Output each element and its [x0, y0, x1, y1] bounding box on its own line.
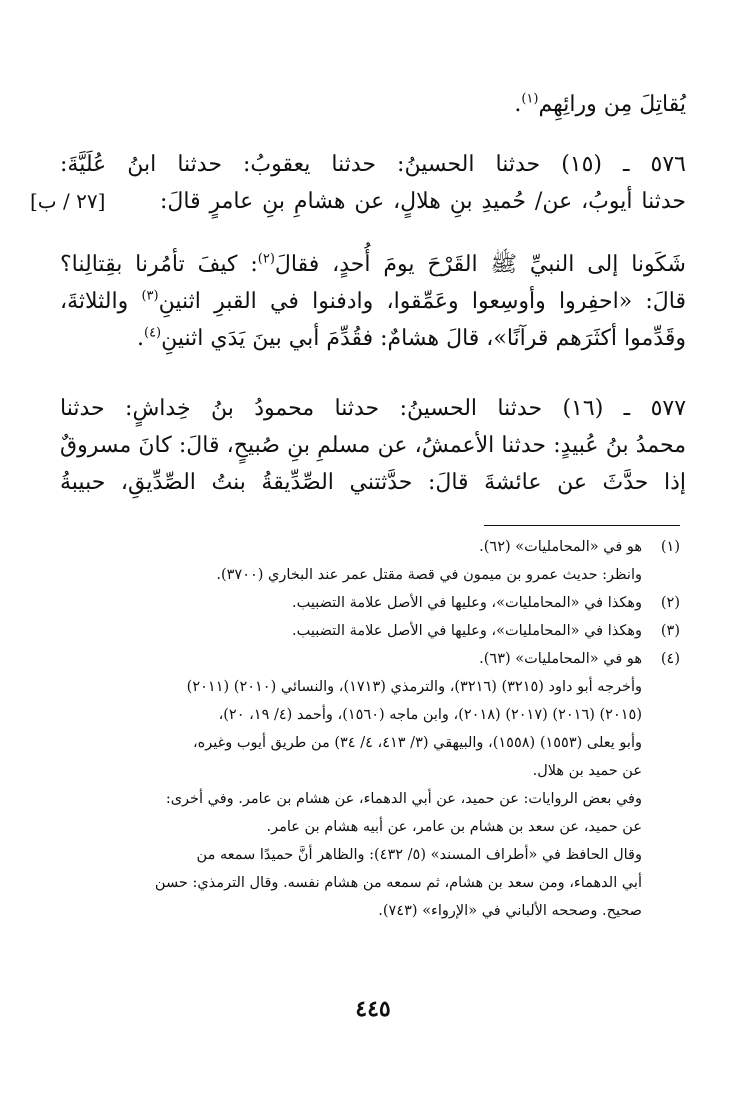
matn-line-2-b: والثلاثةَ، — [60, 289, 142, 314]
footnote-number: (٤) — [660, 651, 680, 667]
footnote-text: وهكذا في «المحامليات»، وعليها في الأصل علامة التضبيب. — [292, 595, 642, 611]
hadith-577-line-2: محمدُ بنُ عُبيدٍ: حدثنا الأعمشُ، عن مسلمِ بنِ صُبيحٍ، قالَ: كانَ مسروقٌ — [60, 433, 686, 458]
footnotes — [66, 533, 680, 925]
hadith-576-matn — [60, 246, 686, 357]
matn-line-2 — [60, 283, 686, 320]
hadith-577 — [60, 390, 686, 501]
footnote-ref-3: (٣) — [141, 288, 159, 304]
footnote-1 — [66, 533, 680, 561]
footnote-continuation: عن حميد بن هلال. — [532, 763, 642, 779]
matn-line-1 — [60, 246, 686, 283]
footnote-ref-2: (٢) — [257, 251, 275, 267]
footnote-text: هو في «المحامليات» (٦٢). — [479, 539, 642, 555]
footnote-text: هو في «المحامليات» (٦٣). — [479, 651, 642, 667]
footnote-text: وهكذا في «المحامليات»، وعليها في الأصل علامة التضبيب. — [292, 623, 642, 639]
matn-line-1-a: شَكَونا إلى النبيِّ ﷺ القَرْحَ يومَ أُحدٍ، فقالَ — [274, 252, 686, 277]
footnote-continuation: وأبو يعلى (١٥٥٣) (١٥٥٨)، والبيهقي (٣/ ٤١٣، ٤/ ٣٤) من طريق أيوب وغيره، — [193, 735, 642, 751]
hadith-576-line-1: ٥٧٦ ـ (١٥) حدثنا الحسينُ: حدثنا يعقوبُ: حدثنا ابنُ عُلَيَّةَ: — [60, 152, 686, 177]
footnote-2 — [66, 589, 680, 617]
intro-text: يُقاتِلَ مِن ورائِهِم — [538, 92, 686, 117]
footnote-4 — [66, 645, 680, 673]
matn-line-3-a: وقَدِّموا أكثَرَهم قرآنًا»، قالَ هشامٌ: فقُدِّمَ أبي بينَ يَدَي اثنينِ — [161, 326, 686, 351]
matn-line-2-a: قالَ: «احفِروا وأوسِعوا وعَمِّقوا، وادفنوا في القبرِ اثنينِ — [158, 289, 686, 314]
matn-line-1-b: : كيفَ تأمُرنا بقِتالِنا؟ — [60, 252, 258, 277]
footnote-ref-1: (١) — [521, 91, 539, 107]
footnote-ref-4: (٤) — [143, 325, 162, 341]
hadith-577-line-1: ٥٧٧ ـ (١٦) حدثنا الحسينُ: حدثنا محمودُ بنُ خِداشٍ: حدثنا — [60, 396, 687, 421]
hadith-577-line-3: إذا حدَّثَ عن عائشةَ قالَ: حدَّثتني الصِّدِّيقةُ بنتُ الصِّدِّيقِ، حبيبةُ — [60, 470, 686, 495]
footnote-number: (٣) — [660, 623, 680, 639]
footnote-continuation: وقال الحافظ في «أطراف المسند» (٥/ ٤٣٢): والظاهر أنَّ حميدًا سمعه من — [196, 847, 642, 863]
footnote-continuation: أبي الدهماء، ومن سعد بن هشام، ثم سمعه من هشام نفسه. وقال الترمذي: حسن — [154, 875, 642, 891]
manuscript-folio-marker: [٢٧ / ب] — [30, 189, 106, 213]
footnote-number: (١) — [660, 539, 680, 555]
matn-line-3 — [60, 320, 686, 357]
hadith-576-line-2: حدثنا أيوبُ، عن/ حُميدِ بنِ هلالٍ، عن هشامِ بنِ عامرٍ قالَ: — [160, 189, 686, 214]
footnote-3 — [66, 617, 680, 645]
footnote-continuation: وأخرجه أبو داود (٣٢١٥) (٣٢١٦)، والترمذي (١٧١٣)، والنسائي (٢٠١٠) (٢٠١١) — [186, 679, 642, 695]
footnote-continuation: وفي بعض الروايات: عن حميد، عن أبي الدهماء، عن هشام بن عامر. وفي أخرى: — [165, 791, 642, 807]
intro-end: . — [514, 92, 522, 117]
intro-line — [60, 86, 686, 123]
footnote-continuation: عن حميد، عن سعد بن هشام بن عامر، عن أبيه هشام بن عامر. — [266, 819, 642, 835]
page-number: ٤٤٥ — [355, 996, 391, 1022]
hadith-576-isnad — [60, 146, 686, 220]
footnote-number: (٢) — [660, 595, 680, 611]
matn-line-3-b: . — [136, 326, 144, 351]
footnote-continuation: وانظر: حديث عمرو بن ميمون في قصة مقتل عمر عند البخاري (٣٧٠٠). — [216, 567, 642, 583]
footnote-separator — [484, 525, 680, 526]
footnote-continuation: (٢٠١٥) (٢٠١٦) (٢٠١٧) (٢٠١٨)، وابن ماجه (١٥٦٠)، وأحمد (٤/ ١٩، ٢٠)، — [218, 707, 642, 723]
footnote-continuation: صحيح. وصححه الألباني في «الإرواء» (٧٤٣). — [378, 903, 642, 919]
